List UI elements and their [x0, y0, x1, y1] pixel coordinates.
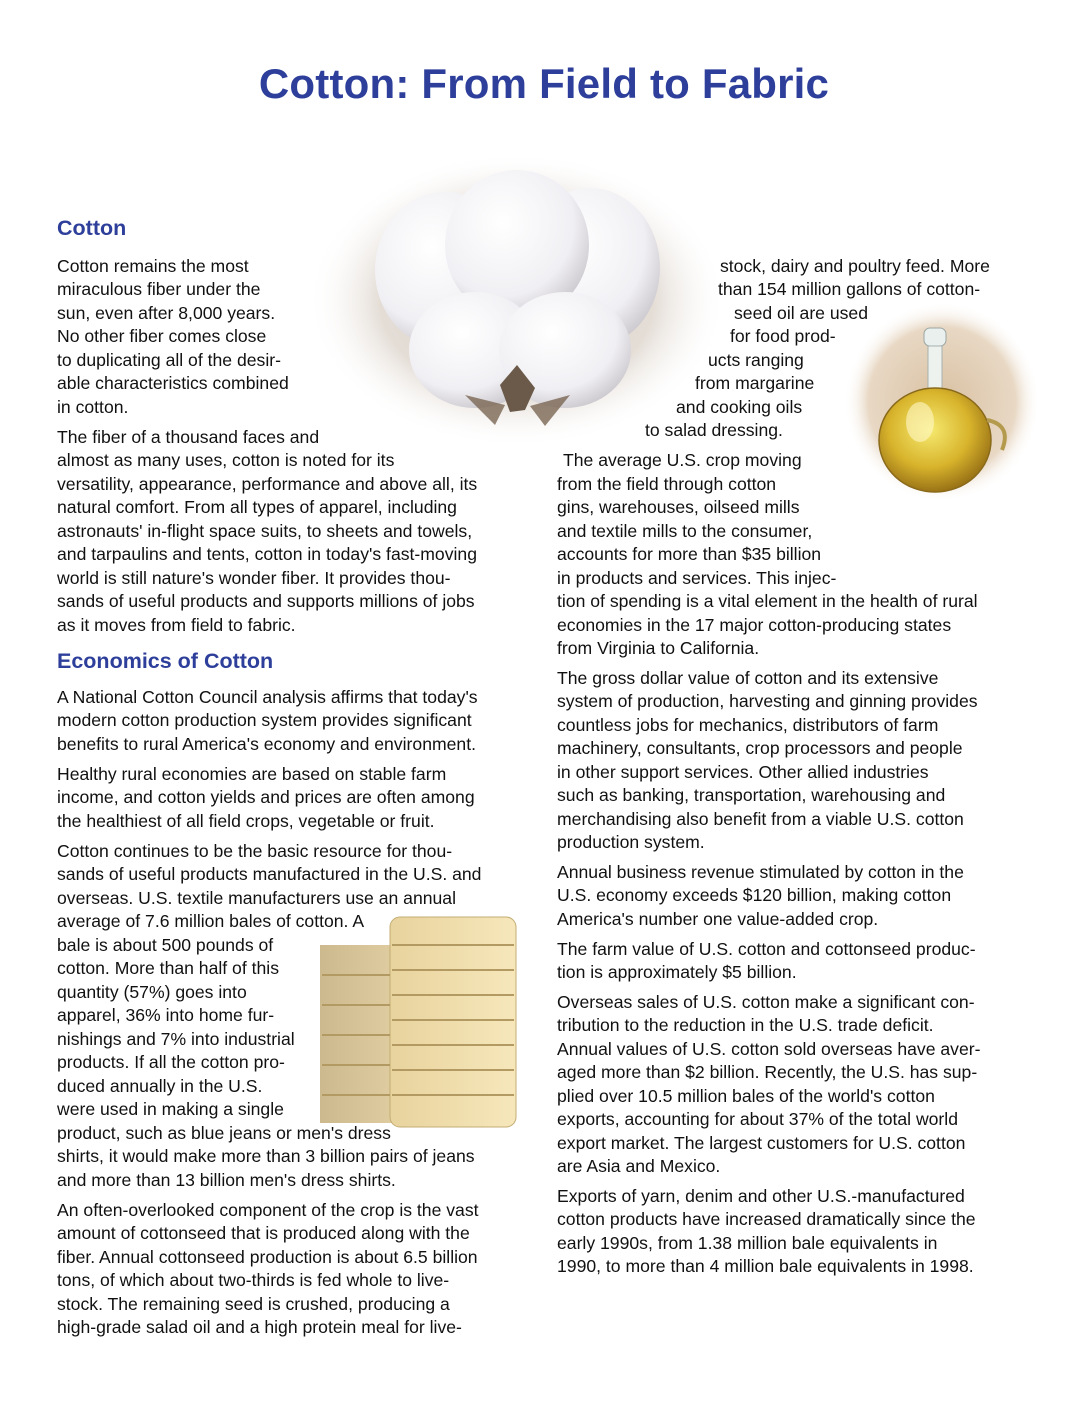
paragraph-line: shirts, it would make more than 3 billion pairs of jeans — [57, 1146, 475, 1166]
paragraph-line: in cotton. — [57, 397, 129, 417]
paragraph-line: average of 7.6 million bales of cotton. A — [57, 911, 365, 931]
paragraph-line: Annual values of U.S. cotton sold overseas have aver- — [557, 1039, 981, 1059]
paragraph-line: as it moves from field to fabric. — [57, 615, 296, 635]
paragraph-line: high-grade salad oil and a high protein meal for live- — [57, 1317, 462, 1337]
paragraph-line: sands of useful products and supports millions of jobs — [57, 591, 475, 611]
paragraph-line: economies in the 17 major cotton-producing states — [557, 615, 952, 635]
paragraph-line: from the field through cotton — [557, 474, 777, 494]
paragraph-line: An often-overlooked component of the crop is the vast — [57, 1200, 479, 1220]
paragraph-line: seed oil are used — [734, 303, 868, 323]
paragraph-line: Overseas sales of U.S. cotton make a significant con- — [557, 992, 975, 1012]
paragraph-line: stock, dairy and poultry feed. More — [720, 256, 990, 276]
paragraph-line: Healthy rural economies are based on stable farm — [57, 764, 447, 784]
paragraph-line: almost as many uses, cotton is noted for its — [57, 450, 395, 470]
paragraph-line: product, such as blue jeans or men's dress — [57, 1123, 391, 1143]
paragraph-line: U.S. economy exceeds $120 billion, making cotton — [557, 885, 952, 905]
paragraph-line: duced annually in the U.S. — [57, 1076, 263, 1096]
paragraph-line: exports, accounting for about 37% of the total world — [557, 1109, 958, 1129]
paragraph-line: to salad dressing. — [645, 420, 783, 440]
paragraph-line: natural comfort. From all types of apparel, including — [57, 497, 457, 517]
paragraph-line: gins, warehouses, oilseed mills — [557, 497, 800, 517]
cotton-bales-image — [318, 915, 518, 1130]
paragraph-line: A National Cotton Council analysis affirms that today's — [57, 687, 478, 707]
paragraph-line: Annual business revenue stimulated by cotton in the — [557, 862, 964, 882]
paragraph-line: modern cotton production system provides significant — [57, 710, 472, 730]
paragraph-line: ucts ranging — [708, 350, 804, 370]
section-heading-economics: Economics of Cotton — [57, 649, 274, 673]
paragraph-line: early 1990s, from 1.38 million bale equivalents in — [557, 1233, 938, 1253]
paragraph-line: countless jobs for mechanics, distributors of farm — [557, 715, 939, 735]
paragraph-line: such as banking, transportation, warehousing and — [557, 785, 946, 805]
paragraph-line: tion is approximately $5 billion. — [557, 962, 797, 982]
paragraph-line: able characteristics combined — [57, 373, 289, 393]
paragraph-line: overseas. U.S. textile manufacturers use an annual — [57, 888, 457, 908]
paragraph-line: plied over 10.5 million bales of the world's cotton — [557, 1086, 935, 1106]
paragraph-line: tion of spending is a vital element in the health of rural — [557, 591, 978, 611]
paragraph-line: machinery, consultants, crop processors and people — [557, 738, 963, 758]
paragraph-line: sands of useful products manufactured in the U.S. and — [57, 864, 482, 884]
paragraph-line: income, and cotton yields and prices are often among — [57, 787, 475, 807]
paragraph-line: cotton. More than half of this — [57, 958, 280, 978]
paragraph-line: Exports of yarn, denim and other U.S.-manufactured — [557, 1186, 965, 1206]
paragraph-line: were used in making a single — [57, 1099, 284, 1119]
paragraph-line: tribution to the reduction in the U.S. trade deficit. — [557, 1015, 934, 1035]
paragraph-line: versatility, appearance, performance and above all, its — [57, 474, 478, 494]
paragraph-line: No other fiber comes close — [57, 326, 267, 346]
paragraph-line: The fiber of a thousand faces and — [57, 427, 320, 447]
paragraph-line: fiber. Annual cottonseed production is about 6.5 billion — [57, 1247, 478, 1267]
page-title: Cotton: From Field to Fabric — [258, 60, 830, 107]
paragraph-line: sun, even after 8,000 years. — [57, 303, 276, 323]
paragraph-line: stock. The remaining seed is crushed, producing a — [57, 1294, 450, 1314]
paragraph-line: accounts for more than $35 billion — [557, 544, 822, 564]
paragraph-line: from Virginia to California. — [557, 638, 760, 658]
paragraph-line: merchandising also benefit from a viable U.S. cotton — [557, 809, 964, 829]
paragraph-line: The average U.S. crop moving — [563, 450, 802, 470]
oil-bottle-image — [842, 300, 1042, 505]
cotton-boll-image — [305, 150, 730, 450]
paragraph-line: for food prod- — [730, 326, 836, 346]
paragraph-line: products. If all the cotton pro- — [57, 1052, 285, 1072]
paragraph-line: The gross dollar value of cotton and its extensive — [557, 668, 939, 688]
paragraph-line: the healthiest of all field crops, vegetable or fruit. — [57, 811, 435, 831]
paragraph-line: Cotton remains the most — [57, 256, 249, 276]
paragraph-line: aged more than $2 billion. Recently, the U.S. has sup- — [557, 1062, 978, 1082]
paragraph-line: cotton products have increased dramatically since the — [557, 1209, 976, 1229]
paragraph-line: world is still nature's wonder fiber. It provides thou- — [57, 568, 451, 588]
paragraph-line: in products and services. This injec- — [557, 568, 837, 588]
paragraph-line: to duplicating all of the desir- — [57, 350, 281, 370]
paragraph-line: Cotton continues to be the basic resource for thou- — [57, 841, 453, 861]
paragraph-line: The farm value of U.S. cotton and cottonseed produc- — [557, 939, 976, 959]
paragraph-line: bale is about 500 pounds of — [57, 935, 274, 955]
paragraph-line: and tarpaulins and tents, cotton in today's fast-moving — [57, 544, 477, 564]
paragraph-line: system of production, harvesting and ginning provides — [557, 691, 978, 711]
paragraph-line: export market. The largest customers for U.S. cotton — [557, 1133, 966, 1153]
paragraph-line: and more than 13 billion men's dress shirts. — [57, 1170, 396, 1190]
paragraph-line: astronauts' in-flight space suits, to sheets and towels, — [57, 521, 473, 541]
paragraph-line: than 154 million gallons of cotton- — [718, 279, 981, 299]
section-heading-cotton: Cotton — [57, 216, 127, 240]
paragraph-line: amount of cottonseed that is produced along with the — [57, 1223, 470, 1243]
paragraph-line: production system. — [557, 832, 705, 852]
paragraph-line: America's number one value-added crop. — [557, 909, 879, 929]
paragraph-line: quantity (57%) goes into — [57, 982, 247, 1002]
paragraph-line: in other support services. Other allied industries — [557, 762, 929, 782]
paragraph-line: apparel, 36% into home fur- — [57, 1005, 275, 1025]
paragraph-line: 1990, to more than 4 million bale equivalents in 1998. — [557, 1256, 974, 1276]
paragraph-line: are Asia and Mexico. — [557, 1156, 721, 1176]
paragraph-line: and cooking oils — [676, 397, 803, 417]
paragraph-line: benefits to rural America's economy and environment. — [57, 734, 476, 754]
paragraph-line: and textile mills to the consumer, — [557, 521, 813, 541]
paragraph-line: from margarine — [695, 373, 815, 393]
paragraph-line: miraculous fiber under the — [57, 279, 261, 299]
paragraph-line: nishings and 7% into industrial — [57, 1029, 295, 1049]
paragraph-line: tons, of which about two-thirds is fed whole to live- — [57, 1270, 450, 1290]
